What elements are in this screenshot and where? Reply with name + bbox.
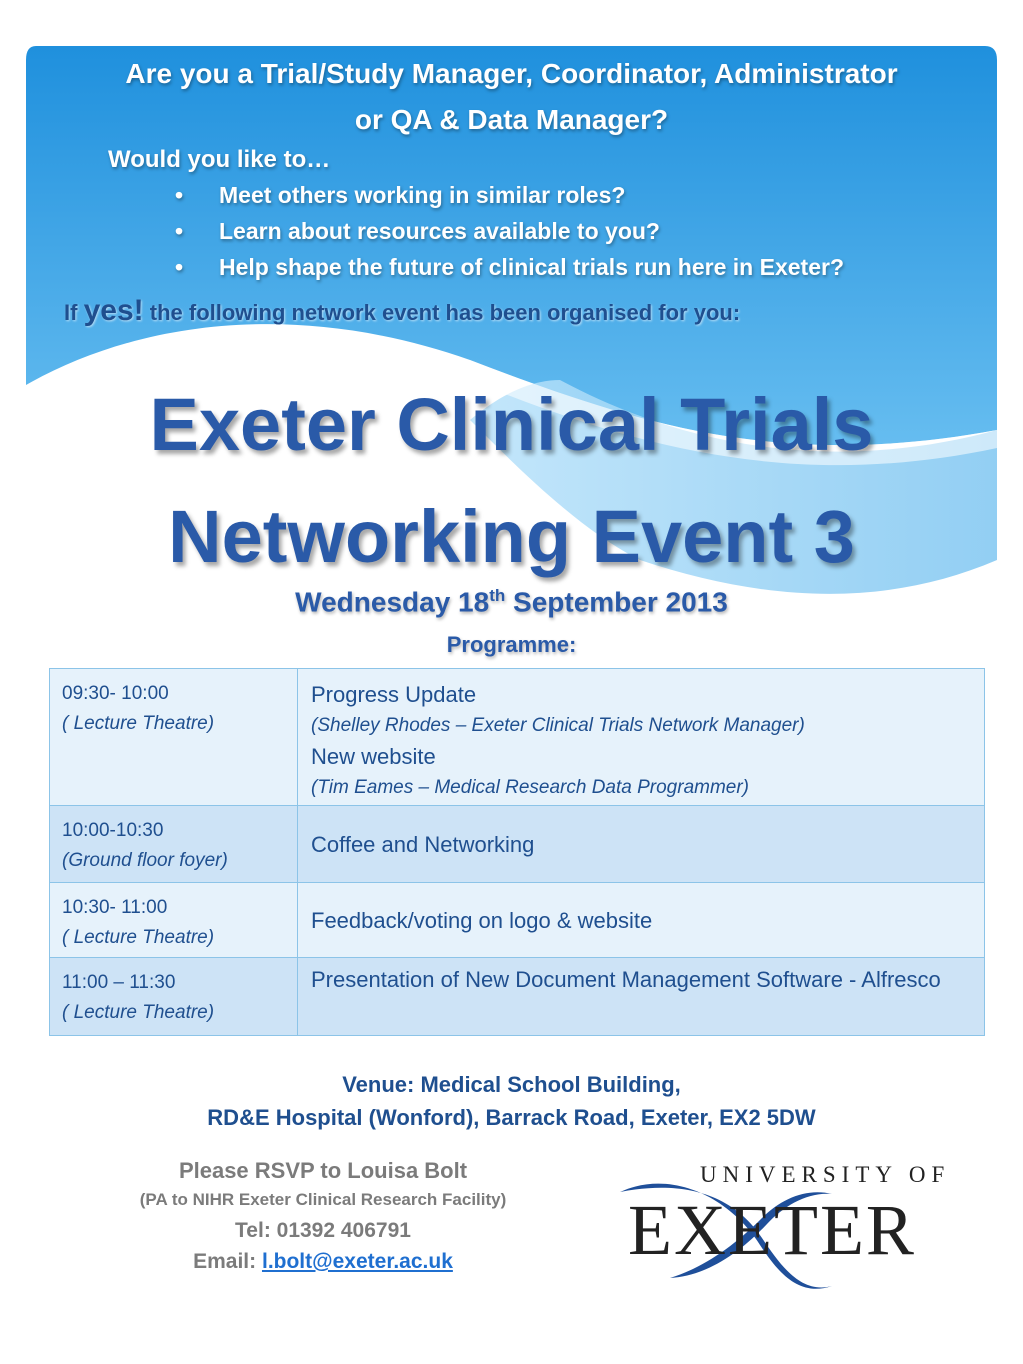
time-cell [50, 958, 298, 1036]
event-date [0, 586, 1023, 618]
bullet-item [175, 182, 844, 218]
time-cell [50, 883, 298, 958]
bullet-item [175, 254, 844, 290]
time-cell [50, 806, 298, 883]
email-link[interactable]: l.bolt@exeter.ac.uk [261, 1250, 453, 1273]
time-text: 10:00-10:30 [62, 820, 164, 841]
activity-cell [298, 883, 985, 958]
date-suffix: September 2013 [505, 586, 728, 618]
bullet-item [175, 218, 844, 254]
table-row [50, 883, 985, 958]
date-prefix: Wednesday 18 [295, 586, 490, 618]
location-text: ( Lecture Theatre) [62, 1002, 215, 1023]
activity-text: Progress Update [311, 682, 477, 707]
activity-cell [298, 669, 985, 806]
date-sup: th [489, 586, 506, 605]
email-label: Email: [193, 1250, 257, 1273]
time-cell [50, 669, 298, 806]
venue-line1: Venue: Medical School Building, [342, 1072, 681, 1097]
would-you-like-text: Would you like to… [108, 146, 331, 173]
university-of-exeter-logo [612, 1158, 972, 1298]
activity-text: Coffee and Networking [311, 831, 535, 857]
location-text: ( Lecture Theatre) [62, 713, 215, 734]
programme-heading: Programme: [446, 632, 577, 657]
bullet-text: Learn about resources available to you? [219, 218, 660, 244]
rsvp-block [18, 1156, 628, 1277]
activity-cell [298, 806, 985, 883]
bullet-text: Meet others working in similar roles? [219, 182, 626, 208]
rsvp-line1: Please RSVP to Louisa Bolt [178, 1158, 468, 1183]
time-text: 11:00 – 11:30 [62, 972, 176, 993]
location-text: (Ground floor foyer) [62, 850, 228, 871]
activity-text: New website [311, 744, 436, 769]
activity-detail: (Tim Eames – Medical Research Data Programmer) [311, 777, 750, 798]
event-title-line2: Networking Event 3 [168, 495, 855, 578]
rsvp-tel: Tel: 01392 406791 [235, 1219, 411, 1242]
venue-block [0, 1068, 1023, 1134]
time-text: 09:30- 10:00 [62, 683, 169, 704]
venue-line2: RD&E Hospital (Wonford), Barrack Road, Exeter, EX2 5DW [207, 1105, 816, 1130]
bullet-icon: • [175, 182, 184, 208]
if-yes-rest: the following network event has been organised for you: [149, 300, 741, 325]
table-row [50, 669, 985, 806]
activity-cell [298, 958, 985, 1036]
bullet-icon: • [175, 254, 184, 280]
activity-text: Feedback/voting on logo & website [311, 907, 653, 933]
logo-top-text: UNIVERSITY OF [700, 1162, 951, 1187]
event-title-line1: Exeter Clinical Trials [149, 383, 874, 466]
bullet-icon: • [175, 218, 184, 244]
header-question-line1: Are you a Trial/Study Manager, Coordinator, Administrator [125, 58, 898, 89]
if-yes-line [64, 294, 740, 328]
time-text: 10:30- 11:00 [62, 897, 168, 918]
table-row [50, 806, 985, 883]
activity-text: Presentation of New Document Management Software - Alfresco [311, 967, 941, 992]
yes-word: yes! [83, 294, 144, 327]
if-word: If [64, 300, 78, 325]
rsvp-line2: (PA to NIHR Exeter Clinical Research Facility) [139, 1190, 507, 1209]
header-question-line2: or QA & Data Manager? [354, 104, 669, 135]
rsvp-email-line [18, 1247, 628, 1277]
location-text: ( Lecture Theatre) [62, 927, 215, 948]
question-bullet-list [175, 182, 844, 290]
bullet-text: Help shape the future of clinical trials run here in Exeter? [219, 254, 844, 280]
logo-main-text: EXETER [628, 1190, 916, 1270]
programme-table [49, 668, 985, 1036]
table-row [50, 958, 985, 1036]
activity-detail: (Shelley Rhodes – Exeter Clinical Trials Network Manager) [311, 715, 805, 736]
